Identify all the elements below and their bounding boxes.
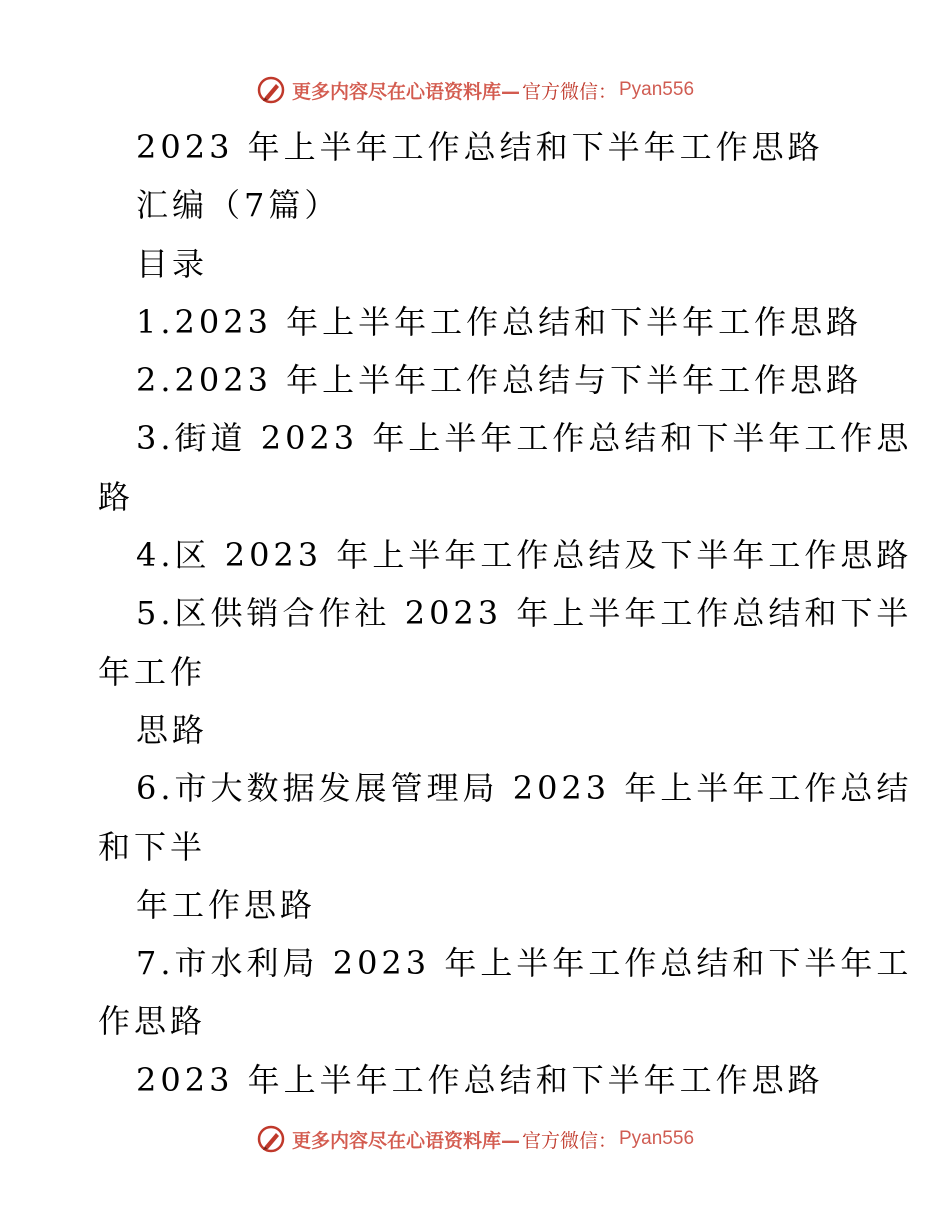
toc-item-5-cont: 思路 <box>136 710 209 749</box>
toc-item-2: 2.2023 年上半年工作总结与下半年工作思路 <box>136 361 863 400</box>
doc-title-line-1: 2023 年上半年工作总结和下半年工作思路 <box>136 128 824 166</box>
toc-item-7-wrap: 作思路 <box>98 1002 207 1041</box>
toc-item-6-cont: 年工作思路 <box>136 885 317 924</box>
toc-item-4: 4.区 2023 年上半年工作总结及下半年工作思路 <box>136 536 913 575</box>
doc-title-line-2: 汇编（7篇） <box>136 186 341 225</box>
pen-logo-icon <box>256 1124 286 1154</box>
document-body <box>98 118 913 1109</box>
watermark-wechat-label: 官方微信： <box>521 1129 617 1152</box>
toc-item-5-wrap: 年工作 <box>98 652 207 691</box>
watermark-text: 更多内容尽在心语资料库— <box>291 80 520 103</box>
watermark-wechat-id: Pyan556 <box>619 1128 695 1149</box>
watermark-wechat-label: 官方微信： <box>521 80 617 103</box>
toc-item-3-wrap: 路 <box>98 477 135 516</box>
header-watermark <box>0 70 950 110</box>
toc-item-6-wrap: 和下半 <box>98 827 207 866</box>
watermark-text: 更多内容尽在心语资料库— <box>291 1129 520 1152</box>
toc-item-1: 1.2023 年上半年工作总结和下半年工作思路 <box>136 302 863 341</box>
toc-heading: 目录 <box>136 244 209 283</box>
footer-watermark <box>0 1119 950 1159</box>
toc-item-7: 7.市水利局 2023 年上半年工作总结和下半年工 <box>136 944 913 983</box>
toc-item-3: 3.街道 2023 年上半年工作总结和下半年工作思 <box>136 419 913 458</box>
toc-item-5: 5.区供销合作社 2023 年上半年工作总结和下半 <box>136 594 913 633</box>
toc-item-6: 6.市大数据发展管理局 2023 年上半年工作总结 <box>136 769 913 808</box>
section-title: 2023 年上半年工作总结和下半年工作思路 <box>136 1060 824 1099</box>
pen-logo-icon <box>256 75 286 105</box>
watermark-wechat-id: Pyan556 <box>619 79 695 100</box>
